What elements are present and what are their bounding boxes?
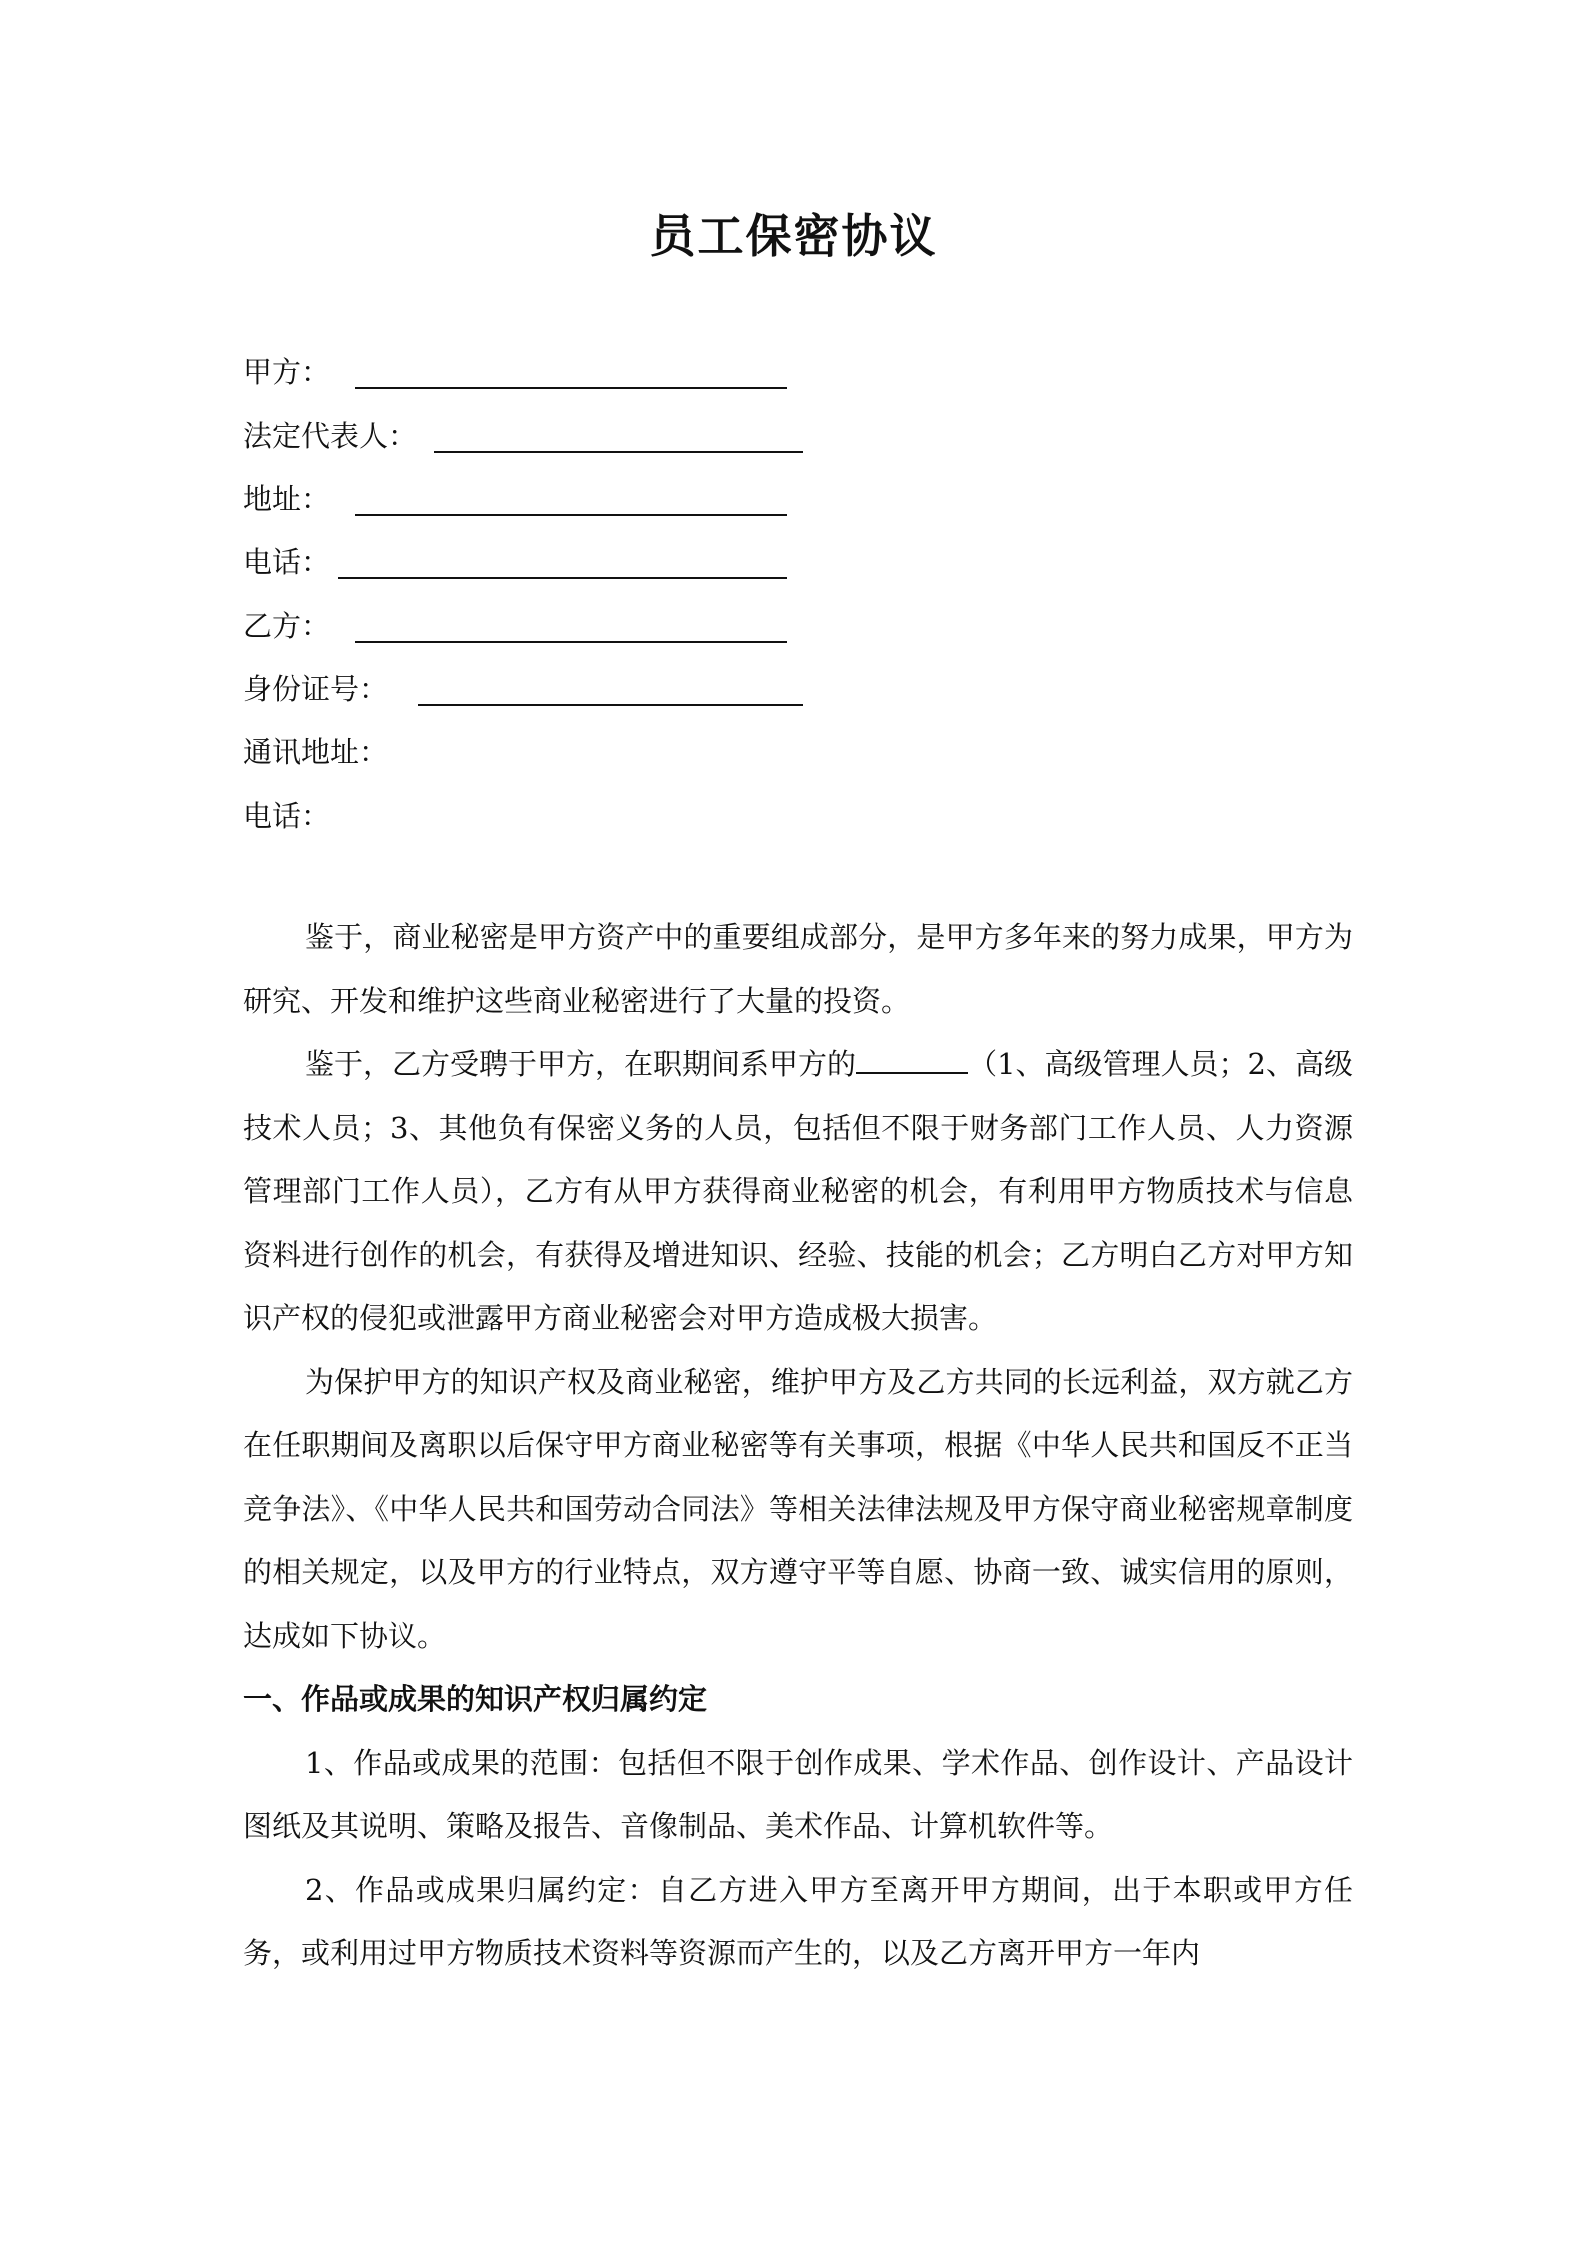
- agreement-body: [243, 906, 1353, 1986]
- address-blank-line: [355, 514, 787, 516]
- section-1-heading: 一、作品或成果的知识产权归属约定: [243, 1682, 708, 1716]
- phone-a-label: 电话：: [243, 545, 331, 579]
- id-number-blank-line: [418, 704, 803, 706]
- document-title: 员工保密协议: [649, 209, 938, 263]
- legal-rep-blank-line: [434, 451, 803, 453]
- preamble-paragraph-2: [243, 1033, 1353, 1351]
- preamble-paragraph-2-part-1: 鉴于，乙方受聘于甲方，在职期间系甲方的: [305, 1047, 857, 1081]
- address-label: 地址：: [243, 482, 331, 516]
- mailing-address-label: 通讯地址：: [243, 735, 389, 769]
- section-1-item-2: 2、作品或成果归属约定：自乙方进入甲方至离开甲方期间，出于本职或甲方任务，或利用过甲方物质技术资料等资源而产生的，以及乙方离开甲方一年内: [243, 1872, 1353, 1970]
- party-b-blank-line: [355, 641, 787, 643]
- preamble-paragraph-2-part-2: （1、高级管理人员；2、高级技术人员；3、其他负有保密义务的人员，包括但不限于财务部门工作人员、人力资源管理部门工作人员），乙方有从甲方获得商业秘密的机会，有利用甲方物质技术与信息资料进行创作的机会，有获得及增进知识、经验、技能的机会；乙方明白乙方对甲方知识产权的侵犯或泄露甲方商业秘密会对甲方造成极大损害。: [243, 1047, 1353, 1335]
- preamble-paragraph-3: 为保护甲方的知识产权及商业秘密，维护甲方及乙方共同的长远利益，双方就乙方在任职期间及离职以后保守甲方商业秘密等有关事项，根据《中华人民共和国反不正当竞争法》、《中华人民共和国劳动合同法》等相关法律法规及甲方保守商业秘密规章制度的相关规定，以及甲方的行业特点，双方遵守平等自愿、协商一致、诚实信用的原则，达成如下协议。: [243, 1364, 1353, 1653]
- phone-a-blank-line: [338, 577, 787, 579]
- party-a-blank-line: [355, 387, 787, 389]
- party-b-label: 乙方：: [243, 609, 331, 643]
- phone-b-label: 电话：: [243, 799, 331, 833]
- position-blank-line: [856, 1042, 968, 1074]
- party-a-label: 甲方：: [243, 355, 331, 389]
- preamble-paragraph-1: 鉴于，商业秘密是甲方资产中的重要组成部分，是甲方多年来的努力成果，甲方为研究、开发和维护这些商业秘密进行了大量的投资。: [243, 920, 1353, 1018]
- id-number-label: 身份证号：: [243, 672, 389, 706]
- legal-rep-label: 法定代表人：: [243, 419, 418, 453]
- section-1-item-1: 1、作品或成果的范围：包括但不限于创作成果、学术作品、创作设计、产品设计图纸及其说明、策略及报告、音像制品、美术作品、计算机软件等。: [243, 1745, 1353, 1843]
